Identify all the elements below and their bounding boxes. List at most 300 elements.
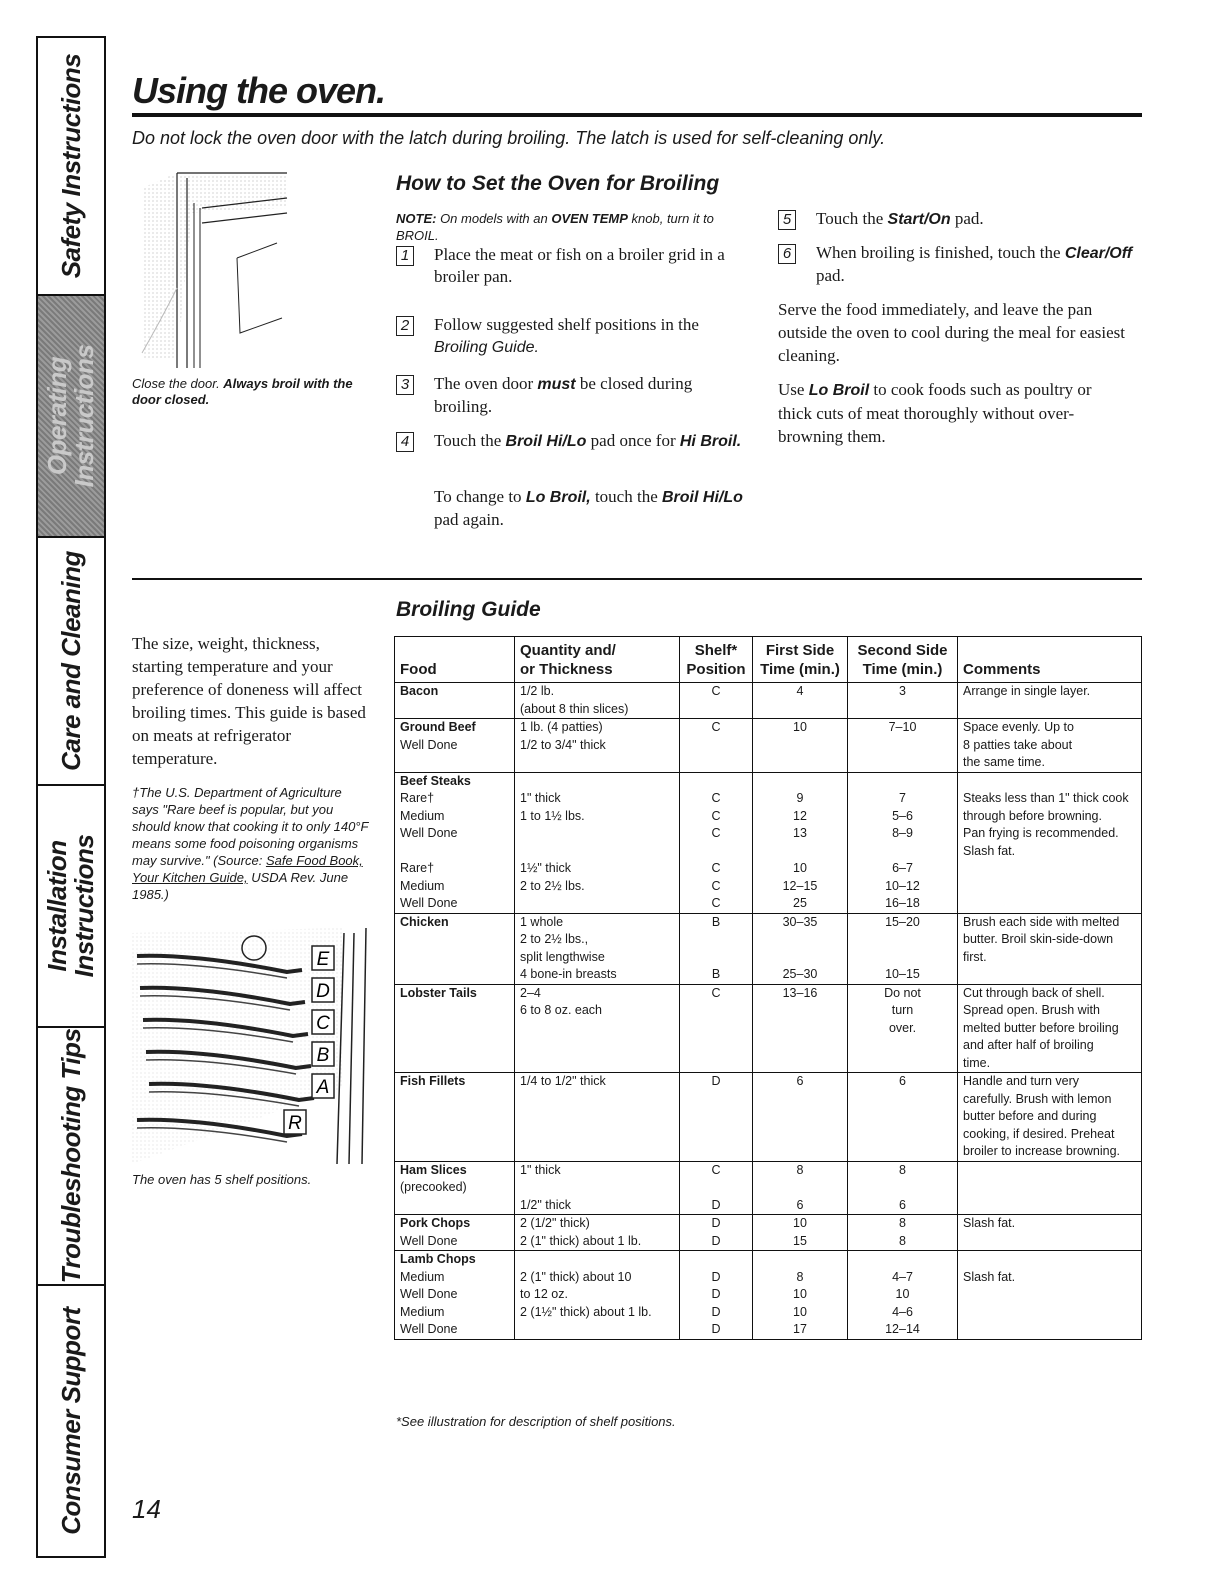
cell-line: 15–20: [885, 914, 920, 929]
cell-line: [963, 773, 1136, 791]
cell-line: Medium: [400, 1304, 445, 1319]
cell-line: 2 to 2½ lbs.,: [520, 932, 589, 946]
cell-shelf: [680, 1215, 753, 1251]
cell-food: [395, 984, 515, 1073]
cell-line: [685, 1251, 747, 1269]
emphasis-text: Lo Broil: [808, 382, 870, 399]
column-header-line: Comments: [963, 661, 1041, 678]
cell-line: Slash fat.: [963, 1269, 1016, 1284]
cell-line: 17: [793, 1322, 807, 1336]
plain-text: pad.: [950, 209, 984, 228]
cell-first: [753, 984, 848, 1073]
column-header-line: Shelf*: [694, 642, 738, 659]
cell-comments: [958, 1251, 1142, 1340]
cell-first: [753, 719, 848, 773]
broiling-setup-heading: How to Set the Oven for Broiling: [396, 172, 720, 195]
cell-line: 2 (1/2" thick): [520, 1216, 590, 1230]
broiling-guide-heading: Broiling Guide: [396, 598, 541, 621]
plain-text: to cook foods such as poultry or thick cuts of meat thoroughly without over-browning them.: [778, 380, 1092, 446]
plain-text: be closed during broiling.: [434, 374, 693, 416]
cell-line: Fish Fillets: [400, 1074, 466, 1088]
cell-qty: [515, 984, 680, 1073]
cell-line: C: [711, 791, 721, 805]
step-number-box: 3: [396, 375, 414, 395]
table-row: [395, 913, 1142, 984]
cell-line: [685, 843, 747, 861]
cell-line: Well Done: [400, 737, 458, 752]
cell-line: D: [711, 1269, 721, 1284]
title-rule: [132, 113, 1142, 117]
column-header-line: Time (min.): [760, 661, 840, 678]
cell-line: 10: [793, 1287, 807, 1301]
cell-shelf: [680, 913, 753, 984]
step-text: [816, 208, 1136, 231]
cell-line: 16–18: [885, 896, 920, 910]
cell-shelf: [680, 1073, 753, 1162]
serve-paragraph: Serve the food immediately, and leave the pan outside the oven to cool during the meal for easiest cleaning.: [778, 300, 1125, 365]
cell-line: Spread open. Brush with: [963, 1003, 1100, 1017]
tab-label: [58, 54, 84, 279]
cell-line: Arrange in single layer.: [963, 684, 1091, 698]
cell-line: 5–6: [892, 808, 913, 823]
cell-qty: [515, 719, 680, 773]
plain-text: The oven door: [434, 374, 538, 393]
plain-text: pad.: [816, 266, 845, 285]
cell-line: C: [711, 826, 721, 840]
cell-line: 2 (1" thick) about 1 lb.: [520, 1233, 642, 1248]
tab-safety-instructions: [38, 38, 104, 296]
cell-line: C: [711, 720, 721, 734]
note-label: NOTE:: [396, 211, 437, 226]
cell-food: [395, 913, 515, 984]
table-row: [395, 1251, 1142, 1340]
cell-line: (precooked): [400, 1180, 467, 1194]
cell-line: C: [711, 878, 721, 893]
cell-shelf: [680, 1251, 753, 1340]
cell-line: time.: [963, 1055, 991, 1070]
cell-comments: [958, 1161, 1142, 1215]
section-divider: [132, 578, 1142, 580]
column-header: [753, 637, 848, 683]
cell-shelf: [680, 772, 753, 913]
cell-line: [963, 878, 1136, 896]
cell-line: 1/2 lb.: [520, 684, 555, 698]
cell-line: 4 bone-in breasts: [520, 967, 617, 981]
step-number-box: 6: [778, 244, 796, 264]
cell-first: [753, 772, 848, 913]
plain-text: When broiling is finished, touch the: [816, 243, 1065, 262]
plain-text: touch the: [590, 487, 662, 506]
cell-line: 6 to 8 oz. each: [520, 1003, 603, 1017]
cell-line: Beef Steaks: [400, 773, 471, 788]
cell-line: 1 whole: [520, 914, 564, 929]
cell-line: 6: [899, 1074, 906, 1088]
step-text: [434, 314, 754, 359]
shelf-caption: The oven has 5 shelf positions.: [132, 1172, 312, 1187]
shelf-positions-illustration: [132, 928, 372, 1164]
column-header-line: Food: [400, 661, 437, 678]
cell-line: D: [711, 1322, 721, 1336]
tab-label-line: Troubleshooting Tips: [56, 1028, 86, 1284]
cell-line: 1/2" thick: [520, 1197, 571, 1212]
cell-line: Brush each side with melted: [963, 914, 1120, 929]
table-row: [395, 984, 1142, 1073]
cell-line: 8: [899, 1216, 906, 1230]
cell-comments: [958, 1073, 1142, 1162]
cell-line: melted butter before broiling: [963, 1020, 1119, 1035]
cell-line: Steaks less than 1" thick cook: [963, 791, 1129, 805]
cell-line: to 12 oz.: [520, 1287, 568, 1301]
cell-line: 1" thick: [520, 791, 561, 805]
usda-note-source: Safe Food Book, Your Kitchen Guide,: [132, 853, 363, 885]
column-header-line: Time (min.): [862, 661, 943, 678]
cell-line: 8: [796, 1269, 804, 1284]
cell-line: Lobster Tails: [400, 985, 477, 1000]
cell-food: [395, 1251, 515, 1340]
cell-qty: [515, 772, 680, 913]
cell-line: 12: [793, 808, 807, 823]
cell-line: [520, 825, 674, 843]
cell-first: [753, 913, 848, 984]
cell-line: Medium: [400, 1269, 445, 1284]
cell-line: 1 lb. (4 patties): [520, 720, 603, 734]
cell-line: 10–12: [885, 878, 920, 893]
column-header-line: Second Side: [857, 642, 948, 659]
step-number-box: 4: [396, 432, 414, 452]
cell-food: [395, 1215, 515, 1251]
cell-line: Ground Beef: [400, 720, 476, 734]
cell-line: Ham Slices: [400, 1162, 467, 1177]
plain-text: Follow suggested shelf positions in the: [434, 315, 699, 334]
cell-line: 13–16: [782, 985, 818, 1000]
plain-text: Place the meat or fish on a broiler grid in a broiler pan.: [434, 245, 725, 286]
cell-line: [758, 1179, 842, 1197]
cell-line: 4: [796, 684, 804, 698]
step-text: [434, 430, 754, 453]
cell-line: 4–6: [892, 1304, 913, 1319]
cell-line: Pork Chops: [400, 1216, 471, 1230]
cell-food: [395, 1073, 515, 1162]
table-row: [395, 719, 1142, 773]
cell-line: D: [711, 1074, 721, 1088]
cell-line: 12–15: [782, 878, 818, 893]
step-text: [434, 244, 754, 288]
cell-line: [520, 843, 674, 861]
cell-line: Medium: [400, 878, 445, 893]
step-number-box: 2: [396, 316, 414, 336]
table-row: [395, 772, 1142, 913]
cell-second: [848, 772, 958, 913]
cell-comments: [958, 719, 1142, 773]
cell-first: [753, 1215, 848, 1251]
cell-line: Well Done: [400, 826, 458, 840]
cell-line: 8: [796, 1162, 804, 1177]
cell-line: [520, 1251, 674, 1269]
plain-text: pad once for: [586, 431, 680, 450]
cell-line: C: [711, 684, 721, 698]
tab-label-line: Consumer Support: [56, 1307, 86, 1535]
emphasis-text: Clear/Off: [1064, 245, 1133, 262]
shelf-letter-R: R: [288, 1113, 302, 1134]
cell-line: broiler to increase browning.: [963, 1144, 1121, 1158]
cell-line: 7–10: [888, 720, 917, 734]
broil-warning: Do not lock the oven door with the latch during broiling. The latch is used for self-cleaning only.: [132, 128, 886, 148]
column-header: [958, 637, 1142, 683]
cell-line: Pan frying is recommended.: [963, 826, 1119, 840]
cell-line: 2 (1½" thick) about 1 lb.: [520, 1304, 652, 1319]
tab-label: [58, 1029, 84, 1284]
cell-line: turn: [891, 1003, 914, 1017]
cell-line: [685, 773, 747, 791]
emphasis-text: Hi Broil.: [679, 433, 742, 450]
cell-line: 10: [895, 1287, 910, 1301]
cell-shelf: [680, 1161, 753, 1215]
cell-line: carefully. Brush with lemon: [963, 1091, 1112, 1106]
column-header-line: Position: [686, 661, 746, 678]
cell-line: [400, 843, 509, 861]
step-text: [816, 242, 1136, 287]
emphasis-text: Lo Broil,: [525, 489, 591, 506]
column-header: [515, 637, 680, 683]
emphasis-text: Broiling Guide.: [434, 339, 539, 356]
note-bold: OVEN TEMP: [551, 211, 628, 226]
cell-comments: [958, 683, 1142, 719]
cell-line: 6–7: [892, 861, 913, 875]
cell-line: C: [711, 808, 721, 823]
cell-line: D: [711, 1233, 721, 1248]
tab-consumer-support: [38, 1286, 104, 1556]
cell-line: 8 patties take about: [963, 737, 1073, 752]
plain-text: Use: [778, 380, 809, 399]
shelf-letter-B: B: [316, 1045, 330, 1066]
cell-line: Lamb Chops: [400, 1252, 476, 1266]
cell-line: Slash fat.: [963, 843, 1016, 858]
cell-line: 10: [793, 1216, 807, 1230]
cell-line: and after half of broiling: [963, 1038, 1094, 1052]
cell-line: D: [711, 1197, 721, 1212]
cell-qty: [515, 1215, 680, 1251]
broiling-guide-table: [394, 636, 1142, 1340]
cell-line: [520, 895, 674, 913]
cell-shelf: [680, 683, 753, 719]
oven-caption-plain: Close the door.: [132, 376, 224, 391]
cell-line: Well Done: [400, 896, 458, 910]
cell-line: 13: [793, 826, 807, 840]
plain-text: pad again.: [434, 510, 504, 529]
oven-door-illustration: [132, 168, 322, 368]
cell-line: [520, 1179, 674, 1197]
cell-line: [520, 1321, 674, 1339]
cell-line: Medium: [400, 808, 445, 823]
plain-text: Touch the: [434, 431, 506, 450]
cell-line: butter before and during: [963, 1109, 1097, 1123]
cell-line: [853, 843, 952, 861]
cell-line: [685, 949, 747, 967]
column-header-line: Quantity and/: [520, 642, 616, 659]
step-text: [434, 486, 754, 531]
cell-line: [853, 949, 952, 967]
cell-line: Cut through back of shell.: [963, 985, 1105, 1000]
cell-first: [753, 1251, 848, 1340]
table-body: [395, 683, 1142, 1340]
cell-line: 8: [899, 1233, 906, 1248]
cell-line: 9: [796, 791, 804, 805]
cell-qty: [515, 683, 680, 719]
cell-qty: [515, 913, 680, 984]
plain-text: Touch the: [816, 209, 888, 228]
cell-line: split lengthwise: [520, 949, 605, 964]
cell-line: D: [711, 1216, 721, 1230]
usda-note-main: †The U.S. Department of Agriculture says "Rare beef is popular, but you should know that cooking it to only 140°F means some food poisoning organisms may survive." (Source:: [132, 785, 369, 868]
page-number: 14: [132, 1494, 161, 1524]
shelf-letter-A: A: [316, 1077, 330, 1098]
tab-label: [44, 835, 98, 978]
cell-line: 8: [899, 1162, 906, 1177]
step-text: [434, 373, 754, 418]
cell-line: C: [711, 896, 721, 910]
cell-line: [520, 773, 674, 791]
cell-line: 12–14: [885, 1322, 920, 1336]
cell-first: [753, 1073, 848, 1162]
cell-line: 1½" thick: [520, 861, 571, 875]
cell-line: [853, 1179, 952, 1197]
cell-second: [848, 683, 958, 719]
cell-comments: [958, 984, 1142, 1073]
cell-line: 15: [793, 1233, 807, 1248]
tab-label-line: Operating: [42, 356, 72, 476]
column-header: [680, 637, 753, 683]
cell-line: 2–4: [520, 985, 541, 1000]
cell-line: [685, 931, 747, 949]
cell-line: Do not: [884, 985, 921, 1000]
cell-food: [395, 1161, 515, 1215]
cell-line: D: [711, 1287, 721, 1301]
cell-line: through before browning.: [963, 808, 1102, 823]
guide-intro: The size, weight, thickness, starting temperature and your preference of doneness will affect broiling times. This guide is based on meats at refrigerator temperature.: [132, 634, 366, 768]
tab-label: [58, 1307, 84, 1534]
cell-second: [848, 984, 958, 1073]
table-header-row: [395, 637, 1142, 683]
oven-caption-bold: Always broil with the door closed.: [132, 376, 353, 407]
table-row: [395, 683, 1142, 719]
table-row: [395, 1215, 1142, 1251]
cell-qty: [515, 1073, 680, 1162]
cell-second: [848, 1161, 958, 1215]
tab-label: [44, 345, 98, 488]
tab-label-line: Care and Cleaning: [56, 551, 86, 771]
cell-second: [848, 913, 958, 984]
column-header-line: or Thickness: [520, 661, 613, 678]
cell-first: [753, 683, 848, 719]
cell-line: 3: [899, 684, 906, 698]
shelf-footnote: *See illustration for description of shelf positions.: [396, 1414, 676, 1429]
cell-line: [853, 931, 952, 949]
oven-caption: [132, 376, 362, 408]
cell-line: Rare†: [400, 791, 435, 805]
tab-label-line: Instructions: [69, 344, 99, 488]
cell-line: 10–15: [885, 967, 920, 981]
cell-second: [848, 1073, 958, 1162]
plain-text: To change to: [434, 487, 526, 506]
tab-label: [58, 551, 84, 771]
cell-line: butter. Broil skin-side-down: [963, 932, 1114, 946]
cell-comments: [958, 913, 1142, 984]
cell-line: Slash fat.: [963, 1216, 1016, 1230]
cell-line: over.: [888, 1020, 917, 1035]
cell-line: 1/2 to 3/4" thick: [520, 737, 606, 752]
oven-temp-note: [396, 210, 756, 244]
cell-line: [758, 949, 842, 967]
usda-note-end: USDA Rev. June 1985.): [132, 870, 349, 902]
cell-line: Well Done: [400, 1322, 458, 1336]
shelf-letter-C: C: [316, 1013, 330, 1034]
tab-label-line: Instructions: [69, 834, 99, 978]
cell-qty: [515, 1161, 680, 1215]
usda-note: [132, 784, 372, 903]
cell-shelf: [680, 984, 753, 1073]
cell-line: [758, 931, 842, 949]
cell-line: [758, 1251, 842, 1269]
cell-line: the same time.: [963, 755, 1045, 769]
cell-line: [853, 1251, 952, 1269]
cell-line: 6: [796, 1074, 804, 1088]
table-row: [395, 1161, 1142, 1215]
emphasis-text: Broil Hi/Lo: [662, 489, 743, 506]
cell-line: cooking, if desired. Preheat: [963, 1126, 1115, 1141]
column-header: [395, 637, 515, 683]
tab-label-line: Safety Instructions: [56, 53, 86, 279]
cell-line: [963, 860, 1136, 878]
tab-care-and-cleaning: [38, 538, 104, 786]
tab-operating-instructions: [38, 296, 104, 538]
page-title: Using the oven.: [132, 70, 386, 111]
step-number-box: 1: [396, 246, 414, 266]
cell-line: Bacon: [400, 684, 439, 698]
table-row: [395, 1073, 1142, 1162]
cell-food: [395, 683, 515, 719]
cell-line: 1 to 1½ lbs.: [520, 808, 585, 823]
cell-line: 6: [796, 1197, 804, 1212]
cell-line: Well Done: [400, 1233, 458, 1248]
cell-line: Rare†: [400, 861, 435, 875]
cell-line: 2 (1" thick) about 10: [520, 1269, 632, 1284]
cell-line: 1" thick: [520, 1162, 561, 1177]
cell-line: [963, 1251, 1136, 1269]
cell-second: [848, 719, 958, 773]
cell-line: 4–7: [892, 1269, 913, 1284]
emphasis-text: must: [537, 376, 576, 393]
step-number-box: 5: [778, 210, 796, 230]
cell-line: B: [711, 914, 721, 929]
cell-line: [963, 895, 1136, 913]
tab-troubleshooting-tips: [38, 1028, 104, 1286]
cell-line: first.: [963, 949, 987, 964]
cell-line: [758, 773, 842, 791]
cell-line: Space evenly. Up to: [963, 720, 1074, 734]
cell-food: [395, 772, 515, 913]
shelf-letter-E: E: [316, 949, 330, 970]
section-tabs: [36, 36, 106, 1558]
cell-line: 7: [899, 791, 906, 805]
cell-comments: [958, 1215, 1142, 1251]
cell-line: 25: [793, 896, 807, 910]
cell-line: Chicken: [400, 914, 449, 929]
column-header-line: First Side: [765, 642, 835, 659]
note-post: knob, turn it to BROIL.: [396, 211, 714, 243]
cell-qty: [515, 1251, 680, 1340]
cell-line: Well Done: [400, 1287, 458, 1301]
cell-line: C: [711, 861, 721, 875]
